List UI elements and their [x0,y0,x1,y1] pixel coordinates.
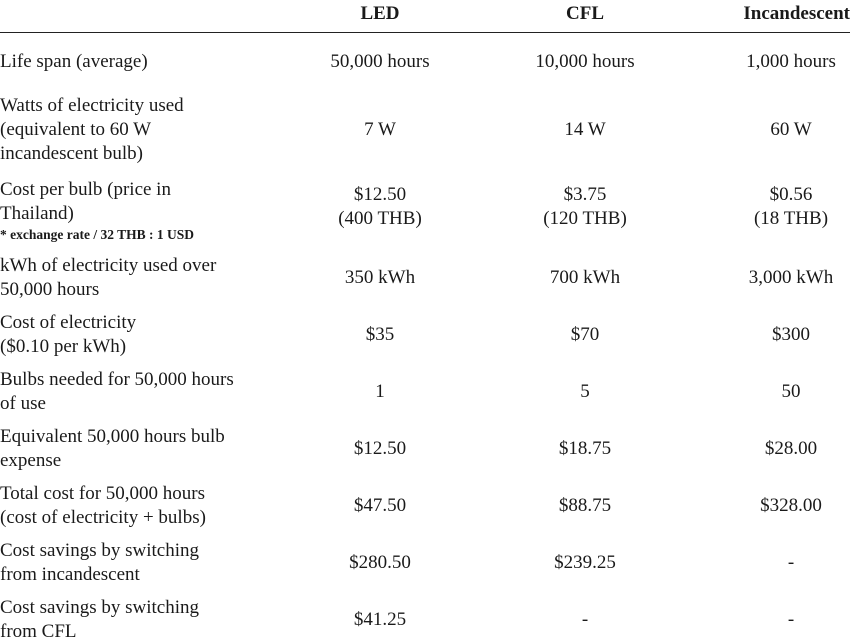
cell-led-line: 350 kWh [344,267,416,288]
table-row [0,596,850,644]
table-row [0,254,850,302]
cell-cfl [505,266,665,290]
cell-cfl [505,494,665,518]
column-header-led: LED [360,3,400,24]
cell-incandescent-line: 3,000 kWh [748,267,834,288]
cell-incandescent [711,494,850,518]
cell-led [300,494,460,518]
row-label-line: incandescent bulb) [0,143,143,164]
cell-led-line: $41.25 [353,609,407,630]
cell-incandescent [711,323,850,347]
column-header-incandescent: Incandescent [743,3,850,24]
cell-incandescent-line: $300 [772,324,810,345]
cell-cfl-line: $239.25 [554,552,616,573]
row-label-line: 50,000 hours [0,279,100,300]
cell-incandescent [711,437,850,461]
cell-cfl [505,437,665,461]
cell-cfl [505,50,665,74]
cell-cfl-line: - [581,609,589,630]
table-row [0,368,850,416]
cell-led [300,266,460,290]
row-label-line: Total cost for 50,000 hours [0,483,206,504]
row-label-line: Watts of electricity used [0,95,184,116]
cell-led-line: $12.50 [353,438,407,459]
row-label [0,425,270,473]
cell-led-line: 50,000 hours [330,51,430,72]
cell-cfl [505,323,665,347]
row-label-line: from incandescent [0,564,140,585]
cell-cfl [505,118,665,142]
table-header [0,0,850,33]
row-label-line: Cost of electricity [0,312,137,333]
cell-led [300,50,460,74]
row-label-line: (equivalent to 60 W [0,119,152,140]
cell-incandescent-line: $328.00 [760,495,822,516]
cell-cfl [505,380,665,404]
cell-incandescent [711,50,850,74]
table-row [0,178,850,242]
row-label [0,50,270,74]
row-label-line: ($0.10 per kWh) [0,336,127,357]
cell-led [300,380,460,404]
cell-cfl-line: $3.75 [563,184,607,205]
row-label-line: Equivalent 50,000 hours bulb [0,426,225,447]
cell-incandescent-line: - [787,609,795,630]
table-row [0,425,850,473]
cell-incandescent [711,380,850,404]
cell-cfl-line: 5 [580,381,590,402]
row-label-line: Life span (average) [0,51,148,72]
cell-led-line: $47.50 [353,495,407,516]
cell-cfl-line: $18.75 [558,438,612,459]
cell-cfl [505,183,665,231]
row-label [0,254,270,302]
cell-cfl [505,608,665,632]
cell-incandescent [711,551,850,575]
cell-cfl-line: 700 kWh [549,267,621,288]
exchange-rate-note: * exchange rate / 32 THB : 1 USD [0,227,194,242]
cell-cfl-line: $70 [570,324,600,345]
table-row [0,94,850,166]
cell-incandescent-line: $28.00 [764,438,818,459]
row-label [0,596,270,644]
cell-led [300,183,460,231]
row-label-line: Cost savings by switching [0,540,199,561]
cell-incandescent [711,266,850,290]
row-label-line: Bulbs needed for 50,000 hours [0,369,234,390]
cell-led [300,118,460,142]
cell-led [300,437,460,461]
table-row [0,311,850,359]
cell-led-line: 7 W [364,119,396,140]
cell-led-line: $280.50 [349,552,411,573]
cell-incandescent-line: - [787,552,795,573]
cell-cfl-line: $88.75 [558,495,612,516]
cell-incandescent-line: 1,000 hours [746,51,836,72]
cell-cfl-line: (120 THB) [543,208,627,229]
cell-incandescent [711,183,850,231]
row-label-line: (cost of electricity + bulbs) [0,507,206,528]
table-row [0,482,850,530]
cell-incandescent [711,608,850,632]
cell-cfl-line: 10,000 hours [535,51,635,72]
cell-led [300,323,460,347]
cell-cfl [505,551,665,575]
cell-incandescent-line: $0.56 [769,184,813,205]
row-label-line: kWh of electricity used over [0,255,217,276]
cell-led [300,608,460,632]
column-header-cfl: CFL [566,3,604,24]
cell-cfl-line: 14 W [564,119,606,140]
row-label-line: expense [0,450,62,471]
table-row [0,50,850,74]
row-label [0,178,270,243]
cell-incandescent-line: (18 THB) [753,208,829,229]
cell-led-line: $12.50 [353,184,407,205]
row-label [0,311,270,359]
cell-incandescent-line: 60 W [770,119,812,140]
row-label-line: Cost per bulb (price in [0,179,171,200]
row-label-line: Cost savings by switching [0,597,199,618]
cell-led-line: $35 [365,324,395,345]
row-label-line: Thailand) [0,203,74,224]
row-label-line: from CFL [0,621,77,642]
cell-incandescent-line: 50 [781,381,801,402]
header-divider [0,32,850,33]
cell-led-line: 1 [375,381,385,402]
cell-led [300,551,460,575]
table-row [0,539,850,587]
row-label [0,482,270,530]
row-label [0,368,270,416]
cell-led-line: (400 THB) [338,208,422,229]
cell-incandescent [711,118,850,142]
row-label [0,94,270,166]
row-label-line: of use [0,393,46,414]
row-label [0,539,270,587]
